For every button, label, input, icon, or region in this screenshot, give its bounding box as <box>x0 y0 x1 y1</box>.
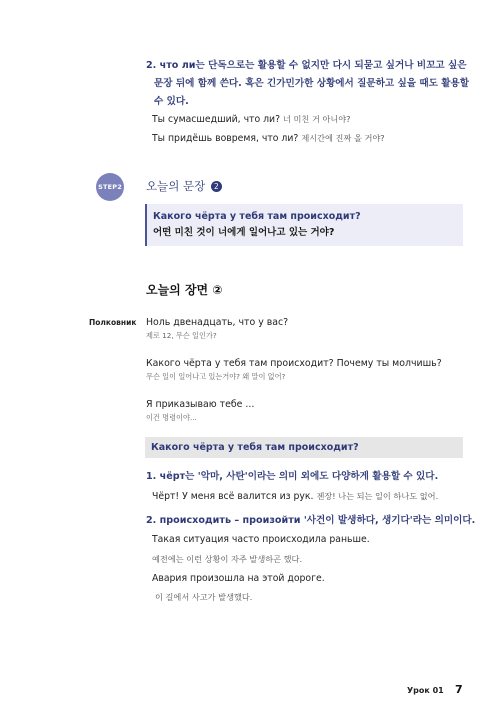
scene-title-text: 오늘의 장면 <box>146 283 209 297</box>
grammar-item-2-example-1-ru: Такая ситуация часто происходила раньше. <box>152 534 370 545</box>
scene-line-2 <box>146 356 442 383</box>
note2-line1: 2. что ли는 단독으로는 활용할 수 없지만 다시 되묻고 싶거나 비꼬고 싶은 <box>146 60 467 71</box>
grammar-item-2-example-1-ko: 예전에는 이런 상황이 자주 발생하곤 했다. <box>152 554 303 564</box>
grammar-item-2-title: 2. происходить – произойти '사건이 발생하다, 생기다'라는 의미이다. <box>146 515 476 526</box>
scene-ko: 이건 명령이야... <box>146 413 197 422</box>
sentence-box <box>145 204 463 246</box>
example-ko: 너 미친 거 아니야? <box>283 114 351 124</box>
scene-line-3 <box>146 397 254 424</box>
sentence-number-badge: 2 <box>211 181 222 192</box>
speaker-label: Полковник <box>89 318 137 327</box>
grammar-item-1-title: 1. чёрт는 '악마, 사탄'이라는 의미 외에도 다양하게 활용할 수 있다. <box>146 471 439 482</box>
scene-ru: Ноль двенадцать, что у вас? <box>146 317 289 328</box>
scene-number-badge: ② <box>212 283 223 297</box>
grammar-item-2-example-2-ru: Авария произошла на этой дороге. <box>152 573 325 584</box>
grammar-header-box <box>145 437 463 458</box>
grammar-item-1-example <box>152 488 438 505</box>
scene-ru: Какого чёрта у тебя там происходит? Почему ты молчишь? <box>146 358 442 369</box>
scene-section-title <box>146 281 223 298</box>
note2-line3: 수 있다. <box>154 96 189 107</box>
example-ko: 제시간에 진짜 올 거야? <box>301 133 385 143</box>
scene-ru: Я приказываю тебе ... <box>146 399 255 410</box>
example-ru: Ты сумасшедший, что ли? <box>152 114 281 125</box>
sentence-section-title <box>146 178 222 194</box>
note2-line2: 문장 뒤에 함께 쓴다. 혹은 긴가민가한 상황에서 질문하고 싶을 때도 활용할 <box>154 78 470 89</box>
grammar-item-2-example-2-ko: 이 길에서 사고가 발생했다. <box>155 592 253 602</box>
note2-example-2 <box>152 130 385 147</box>
example-ru: Чёрт! У меня всё валится из рук. <box>152 491 314 502</box>
scene-line-1 <box>146 315 288 342</box>
sentence-ru: Какого чёрта у тебя там происходит? <box>153 211 361 222</box>
grammar-header: Какого чёрта у тебя там происходит? <box>151 442 359 453</box>
footer-lesson: Урок 01 <box>407 686 444 695</box>
scene-ko: 제로 12, 무슨 일인가? <box>146 331 217 340</box>
scene-ko: 무슨 일이 일어나고 있는거야? 왜 말이 없어? <box>146 372 286 381</box>
note2-example-1 <box>152 111 351 128</box>
sentence-title-text: 오늘의 문장 <box>146 179 206 193</box>
page-number: 7 <box>455 683 463 696</box>
example-ko: 젠장! 나는 되는 일이 하나도 없어. <box>316 491 439 501</box>
sentence-ko: 어떤 미친 것이 너에게 일어나고 있는 거야? <box>153 227 335 238</box>
step-badge: STEP2 <box>96 173 124 201</box>
example-ru: Ты придёшь вовремя, что ли? <box>152 133 299 144</box>
